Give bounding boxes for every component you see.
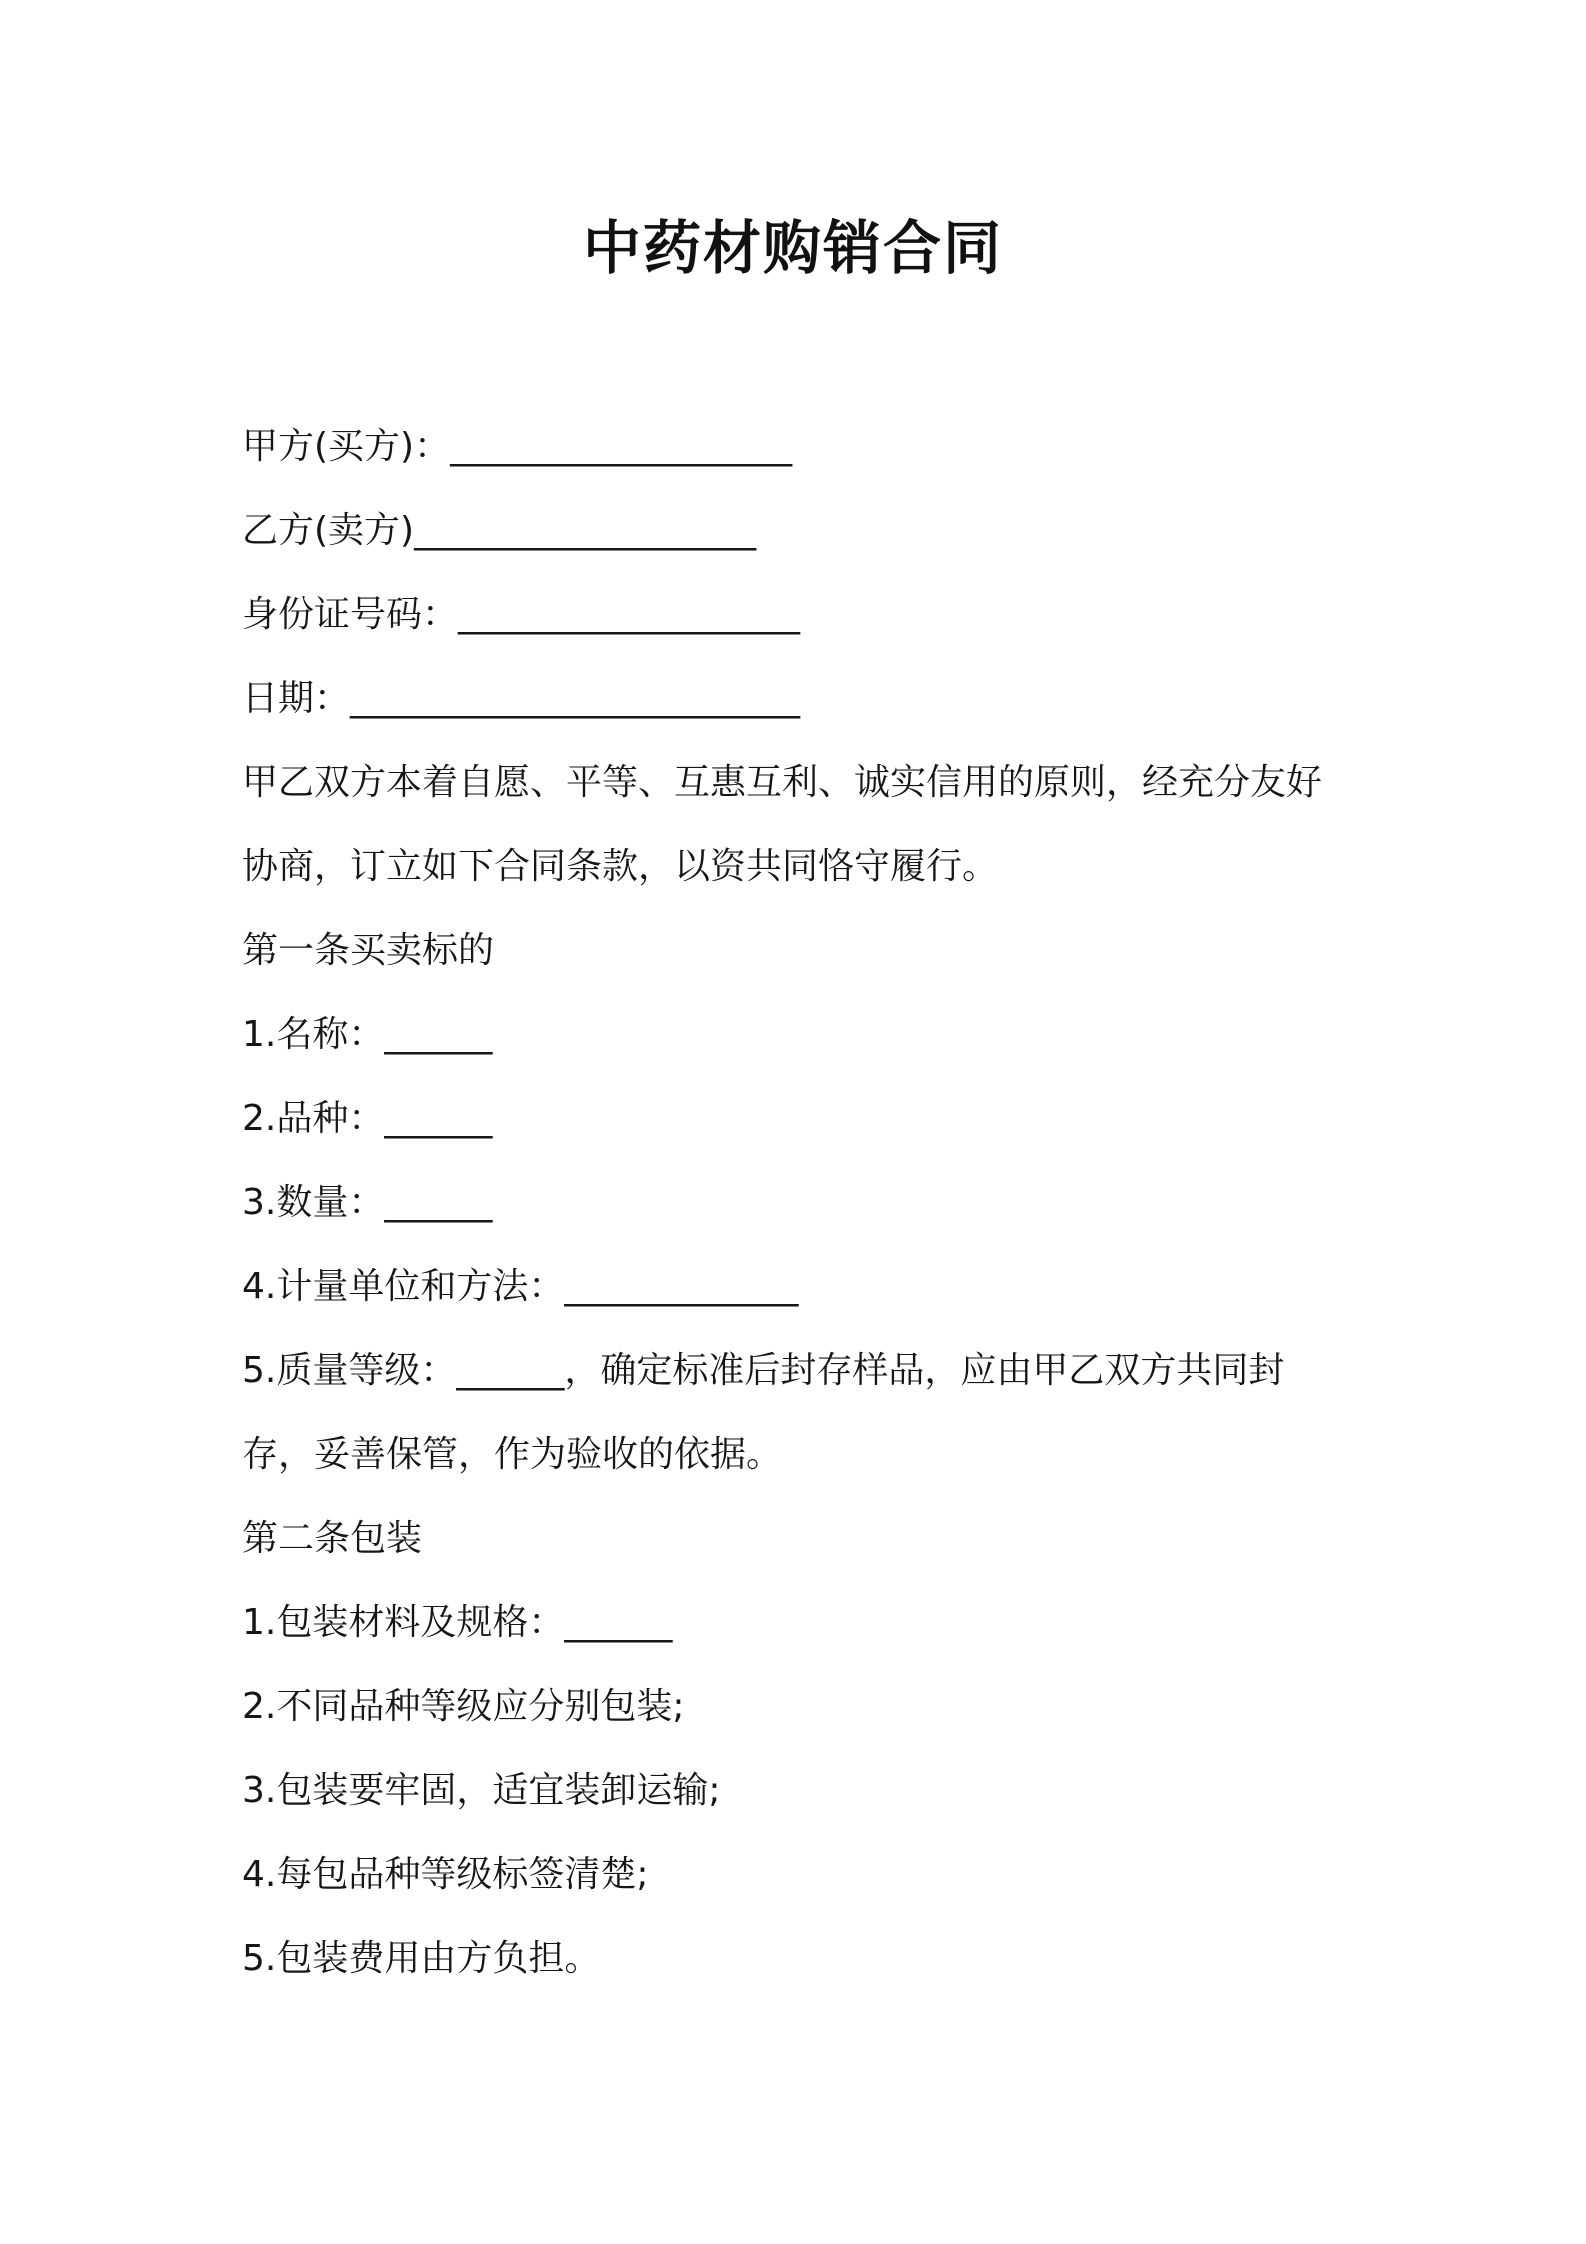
article-1-item-quantity: 3.数量：______ [242,1182,493,1223]
article-2-item-labels: 4.每包品种等级标签清楚; [242,1854,649,1895]
date-line: 日期：_________________________ [242,678,801,719]
party-a-buyer-line: 甲方(买方)：___________________ [242,426,793,467]
id-number-line: 身份证号码：___________________ [242,594,801,635]
article-2-item-material: 1.包装材料及规格：______ [242,1602,673,1643]
document-title: 中药材购销合同 [582,214,1003,282]
article-2-item-cost: 5.包装费用由方负担。 [242,1938,601,1979]
article-1-heading: 第一条买卖标的 [242,930,495,971]
article-1-item-measurement: 4.计量单位和方法：_____________ [242,1266,799,1307]
preamble-line-1: 甲乙双方本着自愿、平等、互惠互利、诚实信用的原则，经充分友好 [242,762,1323,803]
article-2-item-sturdy: 3.包装要牢固，适宜装卸运输; [242,1770,721,1811]
article-2-item-separate: 2.不同品种等级应分别包装; [242,1686,685,1727]
article-1-item-name: 1.名称：______ [242,1014,493,1055]
preamble-line-2: 协商，订立如下合同条款，以资共同恪守履行。 [242,846,999,887]
article-2-heading: 第二条包装 [242,1518,423,1559]
article-1-item-variety: 2.品种：______ [242,1098,493,1139]
document-body [242,405,1372,2001]
party-b-seller-line: 乙方(卖方)___________________ [242,510,757,551]
article-1-item-quality-line-2: 存，妥善保管，作为验收的依据。 [242,1434,783,1475]
article-1-item-quality-line-1: 5.质量等级：______，确定标准后封存样品，应由甲乙双方共同封 [242,1350,1285,1391]
